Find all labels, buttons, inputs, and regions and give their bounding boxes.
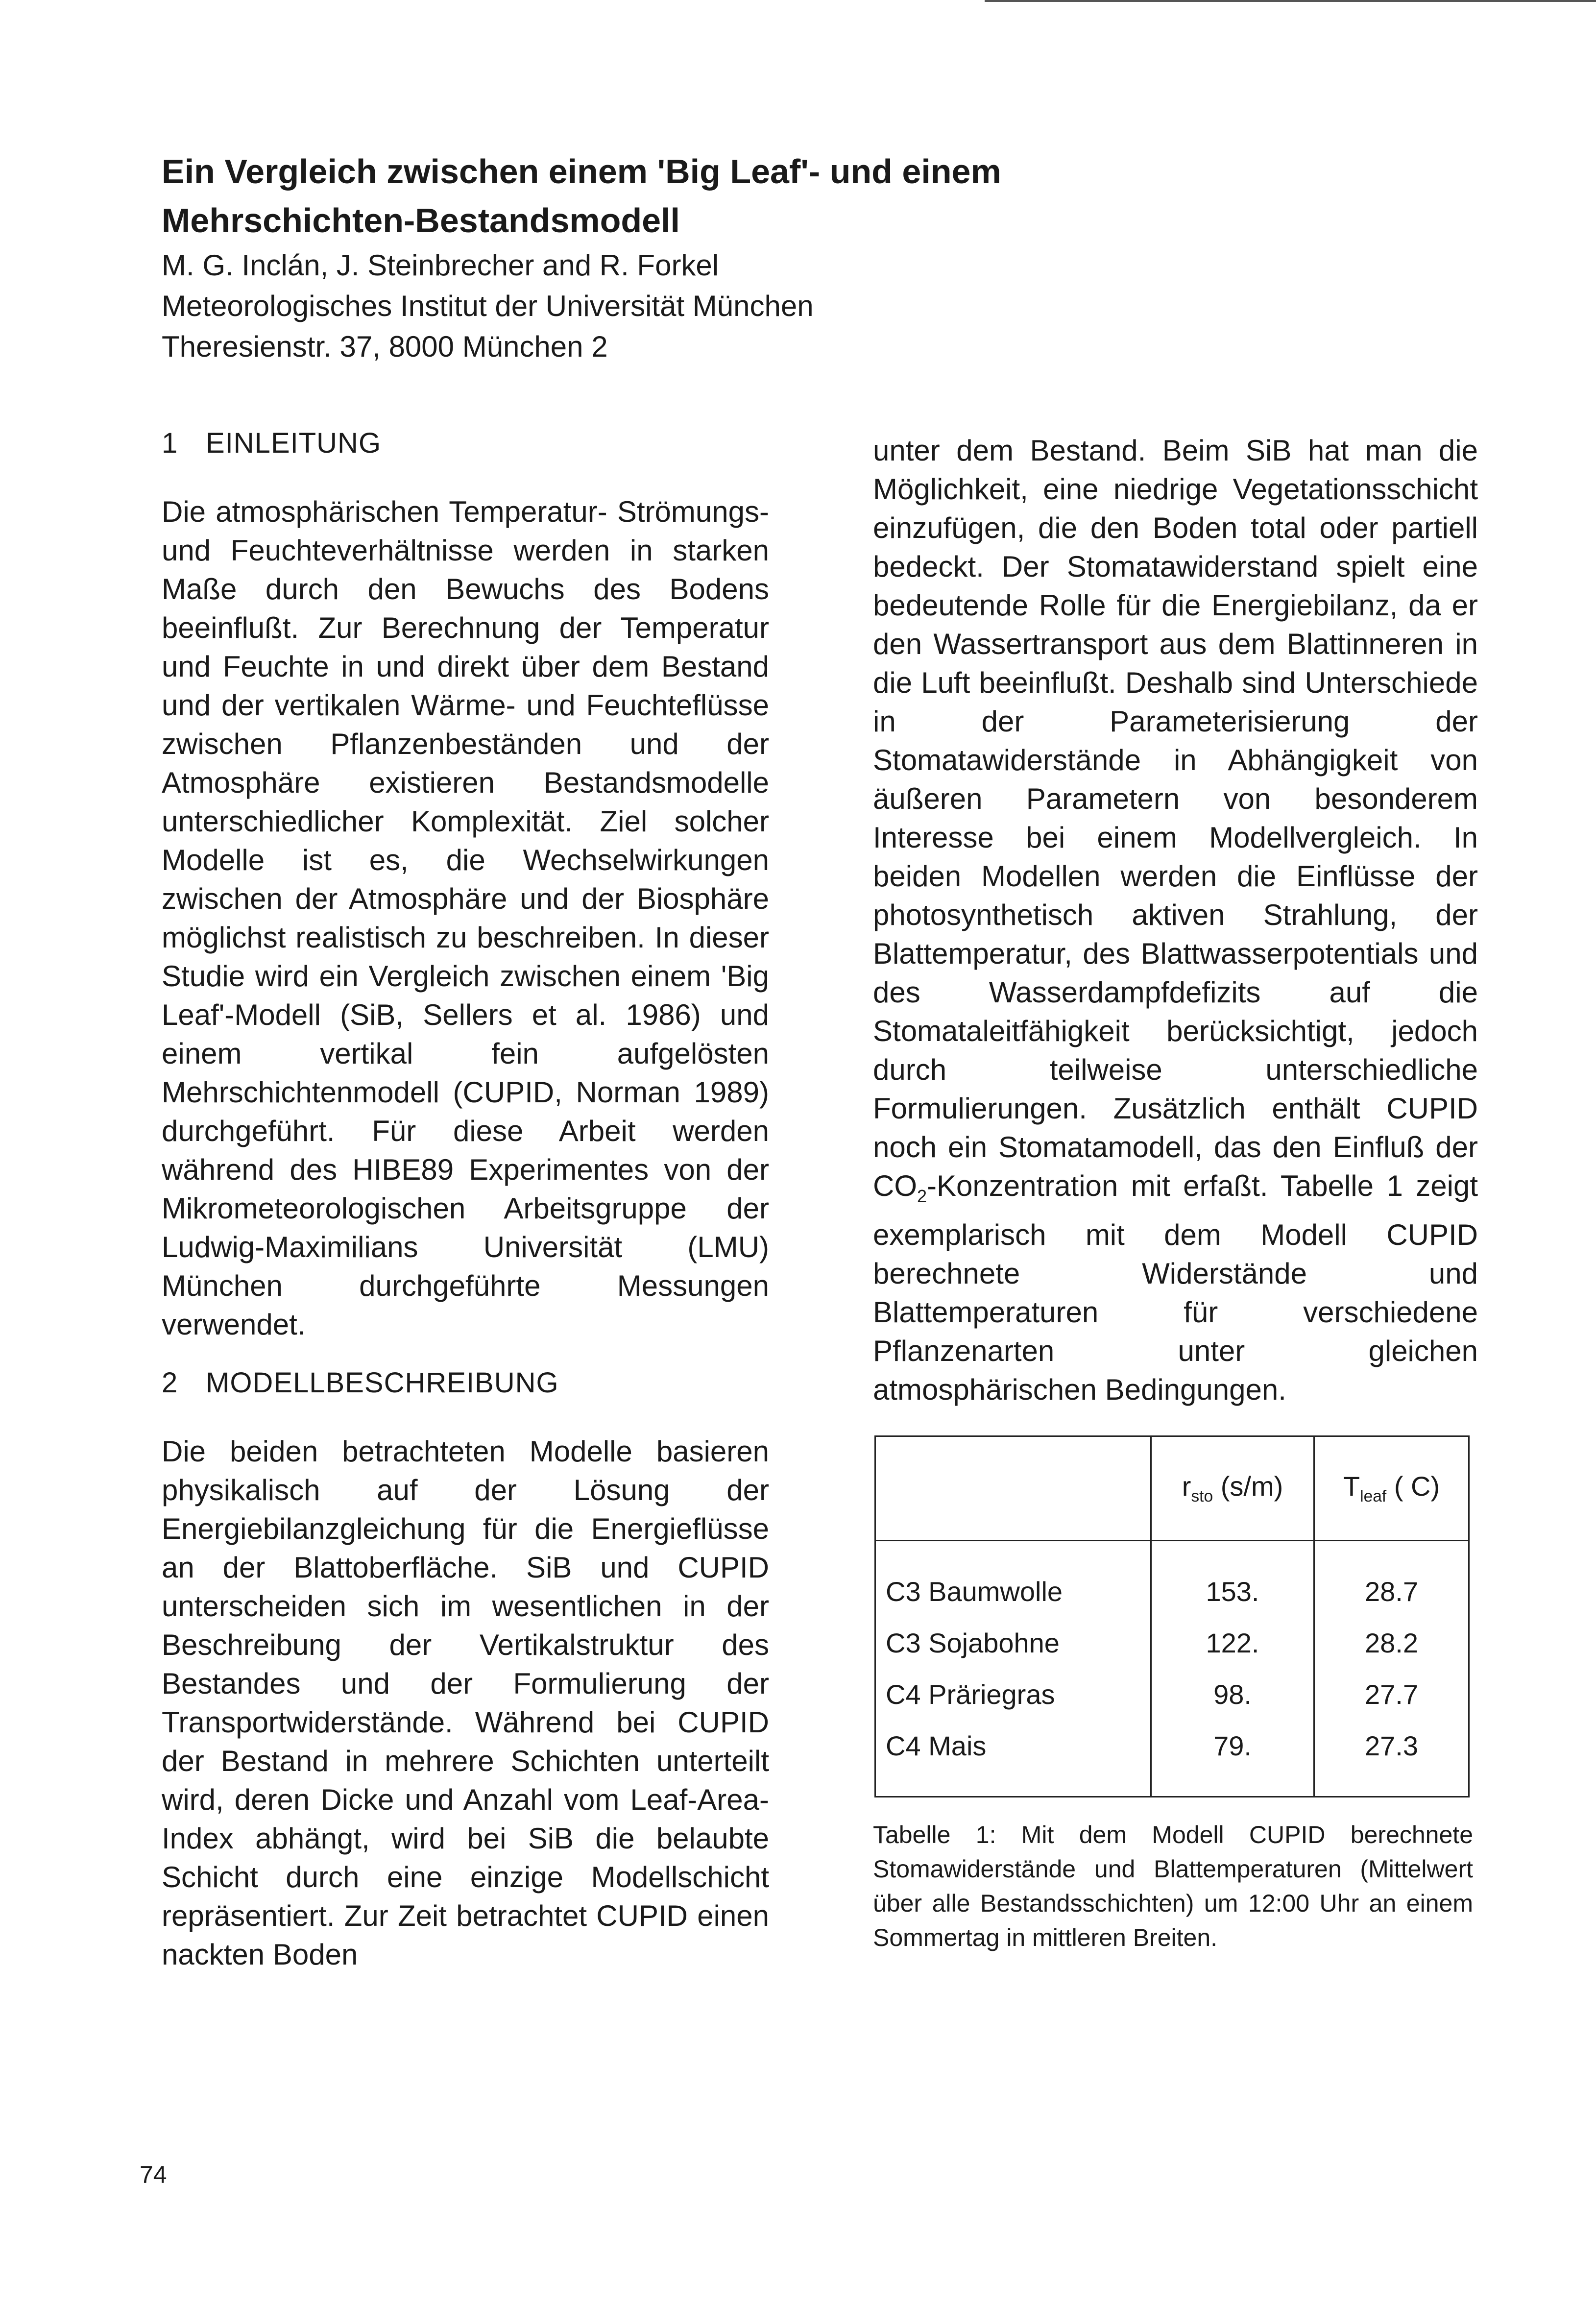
right-column (873, 431, 1478, 1409)
affiliation: Meteorologisches Institut der Universität München (162, 290, 814, 322)
cell-t-leaf: 27.7 (1314, 1669, 1469, 1720)
cell-plant: C4 Mais (886, 1730, 987, 1761)
cell-r-sto: 79. (1151, 1720, 1314, 1797)
cell-plant: C3 Baumwolle (886, 1576, 1063, 1607)
section-heading-1 (162, 424, 769, 463)
cell-r-sto: 98. (1151, 1669, 1314, 1720)
section-body-2: Die beiden betrachteten Modelle basieren physikalisch auf der Lösung der Energiebilanzgleichung für die Energieflüsse an der Blattoberfläche. SiB und CUPID unterscheiden sich im wesentlichen in der Beschreibung der Vertikalstruktur des Bestandes und der Formulierung der Transportwiderstände. Während bei CUPID der Bestand in mehrere Schichten unterteilt wird, deren Dicke und Anzahl vom Leaf-Area-Index abhängt, wird bei SiB die belaubte Schicht durch eine einzige Modellschicht repräsentiert. Zur Zeit betrachtet CUPID einen nackten Boden (162, 1435, 769, 1971)
table-caption: Tabelle 1: Mit dem Modell CUPID berechnete Stomawiderstände und Blattemperaturen (Mittelwert über alle Bestandsschichten) um 12:00 Uhr an einem Sommertag in mittleren Breiten. (873, 1821, 1473, 1951)
right-column-text (873, 431, 1478, 1409)
text-part-2: -Konzentration mit erfaßt. Tabelle 1 zeigt exemplarisch mit dem Modell CUPID berechnete Widerstände und Blattemperaturen für verschiedene Pflanzenarten unter gleichen atmosphärischen Bedingungen. (873, 1169, 1478, 1406)
left-column (162, 424, 769, 1974)
authors: M. G. Inclán, J. Steinbrecher and R. Forkel (162, 249, 719, 282)
paper-title: Ein Vergleich zwischen einem 'Big Leaf'- und einem Mehrschichten-Bestandsmodell (162, 152, 1001, 240)
cell-t-leaf: 28.7 (1314, 1541, 1469, 1618)
table-row (875, 1720, 1469, 1797)
author-block (162, 245, 814, 367)
table-header-row (875, 1436, 1469, 1541)
cell-plant: C3 Sojabohne (886, 1627, 1060, 1658)
section-body-1: Die atmosphärischen Temperatur- Strömungs- und Feuchteverhältnisse werden in starken Maße durch den Bewuchs des Bodens beeinflußt. Zur Berechnung der Temperatur und Feuchte in und direkt über dem Bestand und der vertikalen Wärme- und Feuchteflüsse zwischen Pflanzenbeständen und der Atmosphäre existieren Bestandsmodelle unterschiedlicher Komplexität. Ziel solcher Modelle ist es, die Wechselwirkungen zwischen der Atmosphäre und der Biosphäre möglichst realistisch zu beschreiben. In dieser Studie wird ein Vergleich zwischen einem 'Big Leaf'-Modell (SiB, Sellers et al. 1986) und einem vertikal fein aufgelösten Mehrschichtenmodell (CUPID, Norman 1989) durchgeführt. Für diese Arbeit werden während des HIBE89 Experimentes von der Mikrometeorologischen Arbeitsgruppe der Ludwig-Maximilians Universität (LMU) München durchgeführte Messungen verwendet. (162, 495, 769, 1341)
section-number: 1 (162, 427, 178, 459)
cell-r-sto: 153. (1151, 1541, 1314, 1618)
cell-plant: C4 Präriegras (886, 1679, 1055, 1710)
cell-t-leaf: 28.2 (1314, 1617, 1469, 1669)
section-heading-2 (162, 1363, 769, 1403)
co2-formula: $CO_2$ (873, 1169, 927, 1206)
cell-r-sto: 122. (1151, 1617, 1314, 1669)
header-t-leaf: $T_{leaf}$ ( C) (1314, 1436, 1469, 1541)
top-rule (985, 0, 1596, 2)
header-plant (875, 1436, 1151, 1541)
table-row (875, 1541, 1469, 1618)
section-title: EINLEITUNG (206, 427, 382, 459)
table-row (875, 1669, 1469, 1720)
page-number: 74 (140, 2161, 167, 2188)
table-row (875, 1617, 1469, 1669)
cell-t-leaf: 27.3 (1314, 1720, 1469, 1797)
results-table (874, 1435, 1470, 1797)
header-r-sto: $r_{sto}$ (s/m) (1151, 1436, 1314, 1541)
section-title: MODELLBESCHREIBUNG (206, 1367, 559, 1399)
text-part-1: unter dem Bestand. Beim SiB hat man die Möglichkeit, eine niedrige Vegetationsschicht einzufügen, die den Boden total oder partiell bedeckt. Der Stomatawiderstand spielt eine bedeutende Rolle für die Energiebilanz, da er den Wassertransport aus dem Blattinneren in die Luft beeinflußt. Deshalb sind Unterschiede in der Parameterisierung der Stomatawiderstände in Abhängigkeit von äußeren Parametern von besonderem Interesse bei einem Modellvergleich. In beiden Modellen werden die Einflüsse der photosynthetisch aktiven Strahlung, der Blattemperatur, des Blattwasserpotentials und des Wasserdampfdefizits auf die Stomataleitfähigkeit berücksichtigt, jedoch durch teilweise unterschiedliche Formulierungen. Zusätzlich enthält CUPID noch ein Stomatamodell, das den Einfluß der (873, 434, 1478, 1164)
address: Theresienstr. 37, 8000 München 2 (162, 330, 608, 363)
section-number: 2 (162, 1367, 178, 1399)
